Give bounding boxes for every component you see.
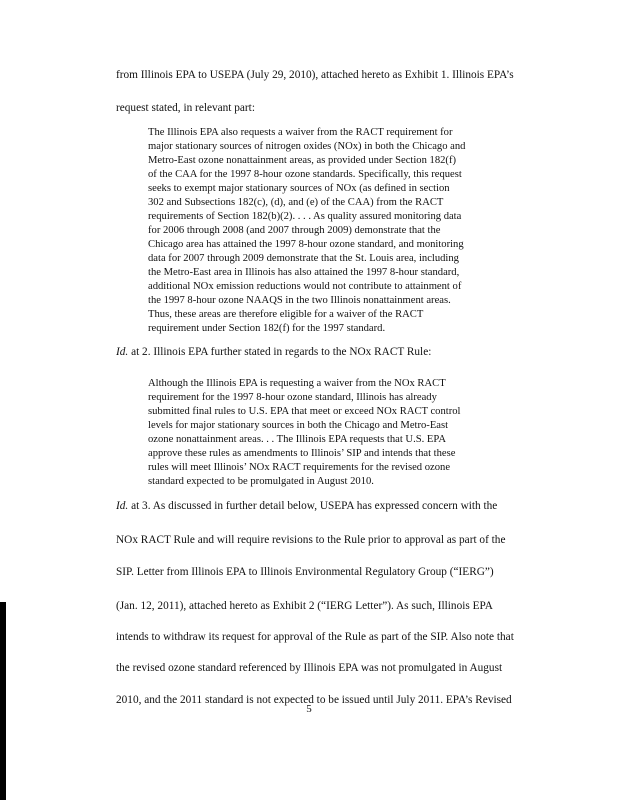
quote-line: requirements of Section 182(b)(2). . . . As quality assured monitoring data — [148, 211, 462, 222]
quote-line: Chicago area has attained the 1997 8-hour ozone standard, and monitoring — [148, 239, 464, 250]
body-line: request stated, in relevant part: — [116, 102, 255, 114]
quote-line: of the CAA for the 1997 8-hour ozone standards. Specifically, this request — [148, 169, 462, 180]
page-number: 5 — [306, 703, 312, 715]
quote-line: major stationary sources of nitrogen oxides (NOx) in both the Chicago and — [148, 141, 466, 152]
quote-line: the 1997 8-hour ozone NAAQS in the two Illinois nonattainment areas. — [148, 295, 451, 306]
body-line: (Jan. 12, 2011), attached hereto as Exhibit 2 (“IERG Letter”). As such, Illinois EPA — [116, 600, 493, 612]
quote-line: levels for major stationary sources in both the Chicago and Metro-East — [148, 420, 449, 431]
quote-line: standard expected to be promulgated in August 2010. — [148, 476, 374, 487]
quote-line: the Metro-East area in Illinois has also attained the 1997 8-hour standard, — [148, 267, 460, 278]
body-line: intends to withdraw its request for approval of the Rule as part of the SIP. Also note that — [116, 631, 514, 643]
quote-line: Although the Illinois EPA is requesting a waiver from the NOx RACT — [148, 378, 446, 389]
quote-line: approve these rules as amendments to Illinois’ SIP and intends that these — [148, 448, 456, 459]
id-citation: Id. — [116, 500, 129, 512]
quote-line: requirement for the 1997 8-hour ozone standard, Illinois has already — [148, 392, 437, 403]
quote-line: requirement under Section 182(f) for the 1997 standard. — [148, 323, 386, 334]
quote-line: submitted final rules to U.S. EPA that meet or exceed NOx RACT control — [148, 406, 461, 417]
body-line: the revised ozone standard referenced by Illinois EPA was not promulgated in August — [116, 662, 503, 674]
quote-line: The Illinois EPA also requests a waiver from the RACT requirement for — [148, 127, 453, 138]
quote-line: rules will meet Illinois’ NOx RACT requirements for the revised ozone — [148, 462, 451, 473]
body-line: SIP. Letter from Illinois EPA to Illinois Environmental Regulatory Group (“IERG”) — [116, 566, 494, 578]
citation-text: at 3. As discussed in further detail below, USEPA has expressed concern with the — [128, 500, 498, 512]
quote-line: additional NOx emission reductions would not contribute to attainment of — [148, 281, 462, 292]
id-citation: Id. — [116, 346, 129, 358]
quote-line: seeks to exempt major stationary sources of NOx (as defined in section — [148, 183, 450, 194]
scan-edge-bar — [0, 602, 6, 800]
body-line: NOx RACT Rule and will require revisions to the Rule prior to approval as part of the — [116, 534, 506, 546]
quote-line: data for 2007 through 2009 demonstrate that the St. Louis area, including — [148, 253, 459, 264]
citation-line — [116, 499, 497, 513]
quote-line: 302 and Subsections 182(c), (d), and (e) of the CAA) from the RACT — [148, 197, 444, 208]
quote-line: Metro-East ozone nonattainment areas, as provided under Section 182(f) — [148, 155, 456, 166]
body-line: 2010, and the 2011 standard is not expected to be issued until July 2011. EPA’s Revised — [116, 694, 512, 706]
body-line: from Illinois EPA to USEPA (July 29, 2010), attached hereto as Exhibit 1. Illinois EPA’s — [116, 69, 514, 81]
quote-line: Thus, these areas are therefore eligible for a waiver of the RACT — [148, 309, 424, 320]
quote-line: ozone nonattainment areas. . . The Illinois EPA requests that U.S. EPA — [148, 434, 446, 445]
citation-line — [116, 345, 431, 359]
citation-text: at 2. Illinois EPA further stated in regards to the NOx RACT Rule: — [128, 346, 432, 358]
quote-line: for 2006 through 2008 (and 2007 through 2009) demonstrate that the — [148, 225, 441, 236]
